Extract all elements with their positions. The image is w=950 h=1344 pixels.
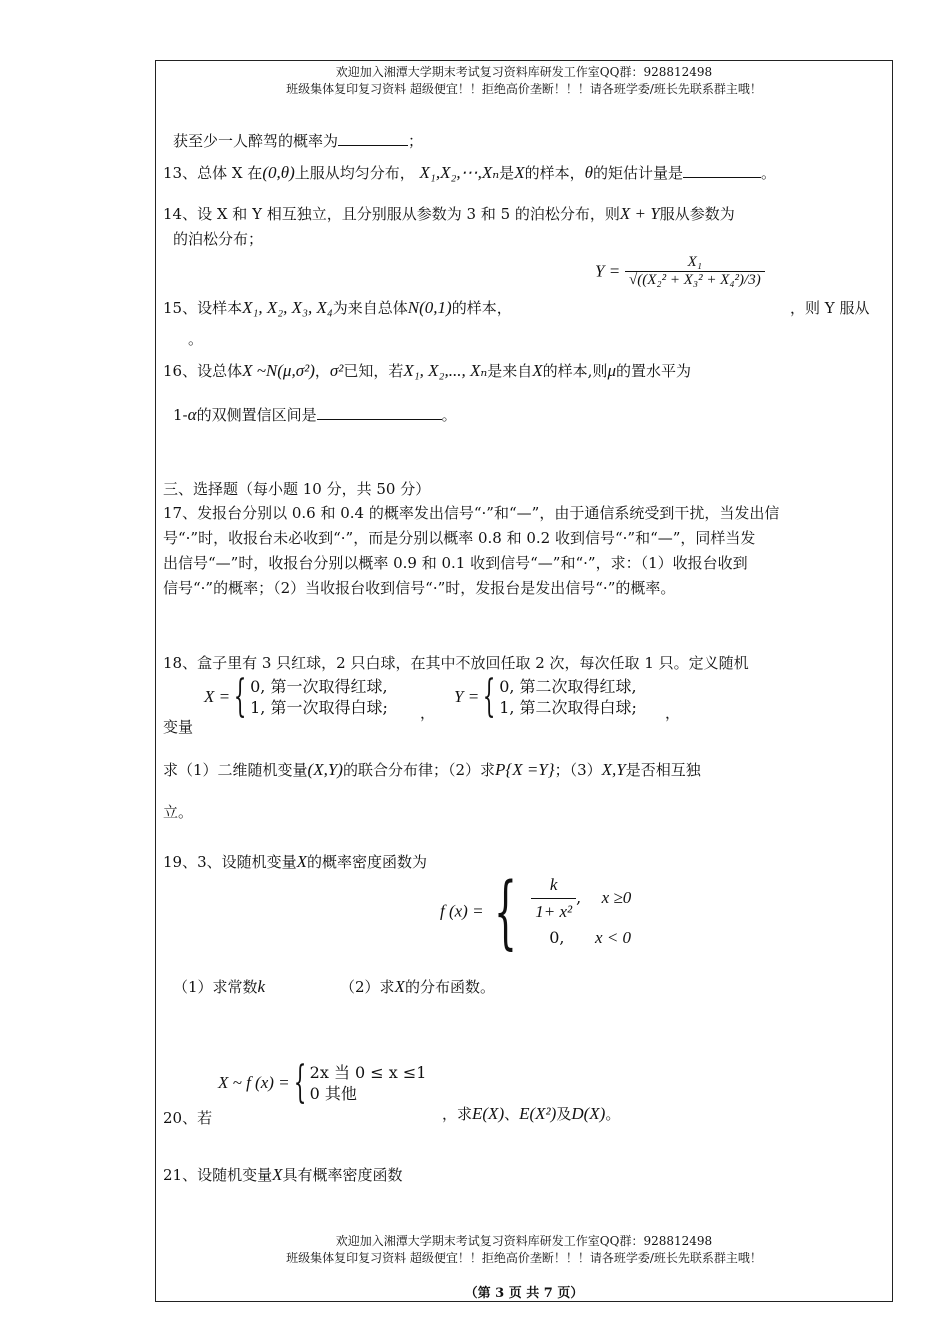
q20-density-formula: X ~ f (x) ={ 2x 当 0 ≤ x ≤1 0 其他 [218, 1057, 427, 1108]
question-14-line-1: 14、设 X 和 Y 相互独立，且分别服从参数为 3 和 5 的泊松分布，则X + Y服从参数为 [163, 204, 735, 223]
answer-blank [683, 163, 761, 178]
question-17-line-1: 17、发报台分别以 0.6 和 0.4 的概率发出信号“·”和“—”，由于通信系统受到干扰，当发出信 [163, 504, 780, 522]
question-16-line-1: 16、设总体X ~N(μ,σ²)，σ²已知，若X₁, X₂,..., Xₙ是来自X的样本,则μ的置水平为 [163, 361, 691, 380]
question-19: 19、3、设随机变量X的概率密度函数为 [163, 852, 428, 871]
answer-blank [317, 405, 442, 420]
footer-line-1: 欢迎加入湘潭大学期末考试复习资料库研发工作室QQ群：928812498 [335, 1234, 713, 1248]
q15-tail: ，则 Y 服从 [790, 299, 870, 317]
q15-formula: Y = $\frac{\text{X₁}}{\text{√((X₂² + X₃² + X₄²)/3)}}$ [595, 254, 765, 289]
question-17-line-3: 出信号“—”时，收报台分别以概率 0.9 和 0.1 收到信号“—”和“·”，求：（1）收报台收到 [163, 554, 748, 572]
q12-tail: 获至少一人醉驾的概率为 ； [173, 132, 424, 150]
footer-line-2: 班级集体复印复习资料 超级便宜！！拒绝高价垄断！！！请各班学委/班长先联系群主哦！ [286, 1251, 762, 1265]
answer-blank [338, 131, 408, 146]
q19-density-formula: f (x) = { $\frac{k}{\text{1+ x²}}$ , x ≥0 0, x < 0 [440, 864, 632, 958]
question-13: 13、总体 X 在(0,θ)上服从均匀分布， X₁,X₂,⋯,Xₙ是X的样本，θ的矩估计量是 。 [163, 163, 776, 182]
question-15: 15、设样本X₁, X₂, X₃, X₄为来自总体N(0,1)的样本， [163, 298, 512, 317]
question-16-line-2: 1-α的双侧置信区间是 。 [173, 405, 457, 424]
section-3-title: 三、选择题（每小题 10 分，共 50 分） [163, 480, 431, 498]
header-line-1: 欢迎加入湘潭大学期末考试复习资料库研发工作室QQ群：928812498 [335, 65, 713, 79]
q18-comma-1: ， [420, 704, 436, 722]
question-18-line-3: 求（1）二维随机变量(X,Y)的联合分布律；（2）求P{X =Y}；（3）X,Y是否相互独 [163, 760, 701, 779]
q18-x-definition: X ={ 0, 第一次取得红球, 1, 第一次取得白球; [204, 671, 388, 722]
q18-var-label: 变量 [163, 718, 194, 736]
question-18-line-4: 立。 [163, 803, 194, 821]
q20-question: ，求E(X)、E(X²)及D(X)。 [442, 1104, 621, 1123]
q20-lead: 20、若 [163, 1109, 213, 1127]
question-14-line-2: 的泊松分布； [173, 230, 264, 248]
page-number: （第 3 页 共 7 页） [464, 1286, 584, 1301]
question-18-line-1: 18、盒子里有 3 只红球，2 只白球，在其中不放回任取 2 次，每次任取 1 只。定义随机 [163, 654, 749, 672]
q19-part-2: （2）求X的分布函数。 [340, 977, 495, 996]
question-17-line-2: 号“·”时，收报台未必收到“·”，而是分别以概率 0.8 和 0.2 收到信号“·”和“—”，同样当发 [163, 529, 756, 547]
question-21: 21、设随机变量X具有概率密度函数 [163, 1165, 403, 1184]
question-17-line-4: 信号“·”的概率；（2）当收报台收到信号“·”时，发报台是发出信号“·”的概率。 [163, 579, 676, 597]
q15-end: 。 [188, 330, 204, 348]
header-line-2: 班级集体复印复习资料 超级便宜！！拒绝高价垄断！！！请各班学委/班长先联系群主哦！ [286, 82, 762, 96]
q19-part-1: （1）求常数k [173, 977, 266, 996]
q18-comma-2: ， [665, 704, 681, 722]
q18-y-definition: Y ={ 0, 第二次取得红球, 1, 第二次取得白球; [454, 671, 637, 722]
